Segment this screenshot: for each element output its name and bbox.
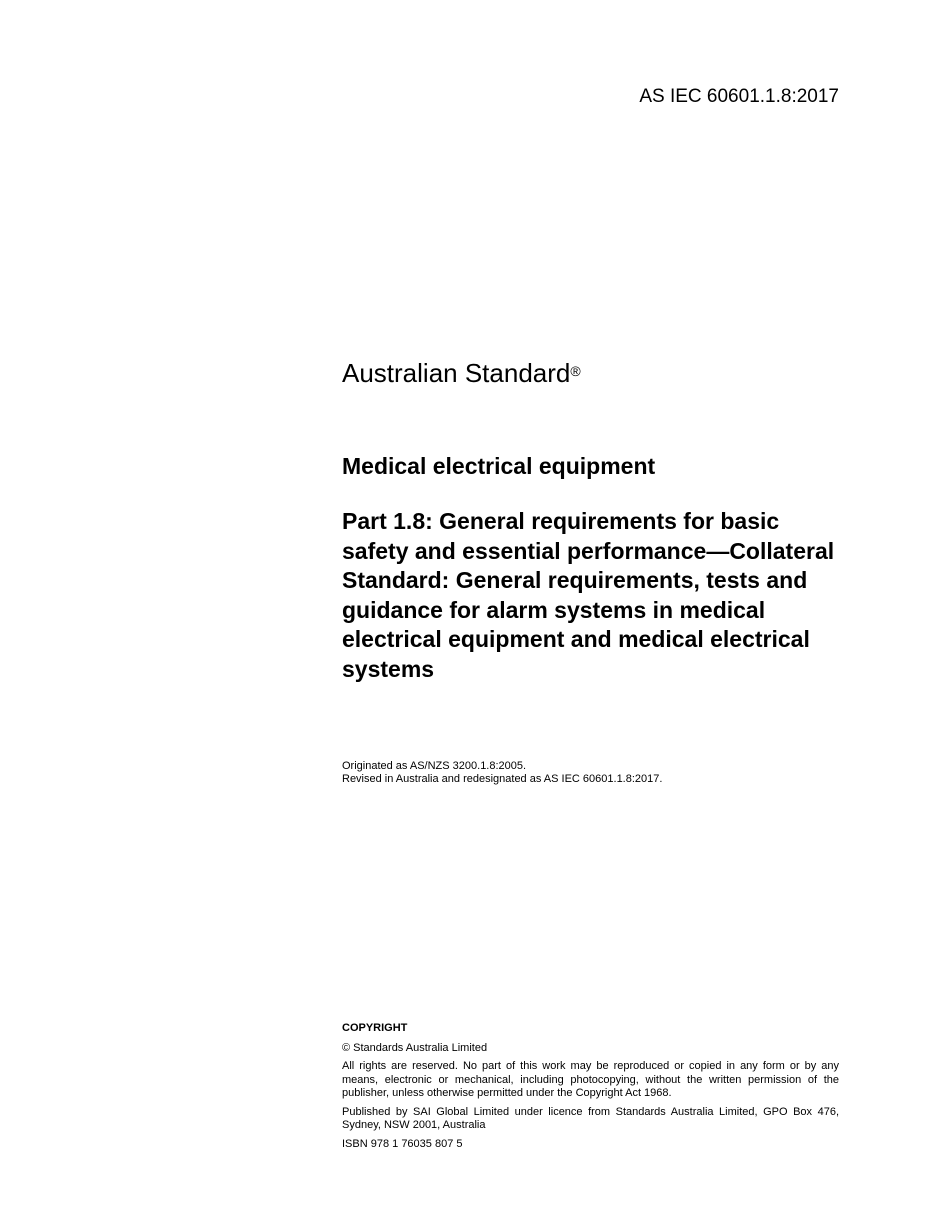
history-line-origin: Originated as AS/NZS 3200.1.8:2005.	[342, 760, 527, 772]
brand-heading	[342, 356, 842, 390]
copyright-owner: © Standards Australia Limited	[342, 1041, 488, 1054]
brand-name: Australian Standard	[342, 358, 571, 388]
document-subtitle: Part 1.8: General requirements for basic safety and essential performance—Collateral Standard: General requirements, tests and guidance for alarm systems in medical electrical equipment and medical electrical systems	[342, 508, 835, 682]
isbn: ISBN 978 1 76035 807 5	[342, 1137, 463, 1150]
copyright-rights: All rights are reserved. No part of this work may be reproduced or copied in any form or by any means, electronic or mechanical, including photocopying, without the written permission of the publisher, unless otherwise permitted under the Copyright Act 1968.	[342, 1060, 839, 1099]
registered-mark: ®	[570, 363, 581, 379]
document-title: Medical electrical equipment	[342, 453, 656, 479]
copyright-block	[342, 1022, 839, 1156]
revision-history	[342, 760, 842, 786]
copyright-heading: COPYRIGHT	[342, 1022, 408, 1034]
standard-number: AS IEC 60601.1.8:2017	[639, 86, 839, 107]
copyright-publisher: Published by SAI Global Limited under licence from Standards Australia Limited, GPO Box 476, Sydney, NSW 2001, Australia	[342, 1105, 839, 1131]
history-line-revision: Revised in Australia and redesignated as AS IEC 60601.1.8:2017.	[342, 773, 663, 785]
